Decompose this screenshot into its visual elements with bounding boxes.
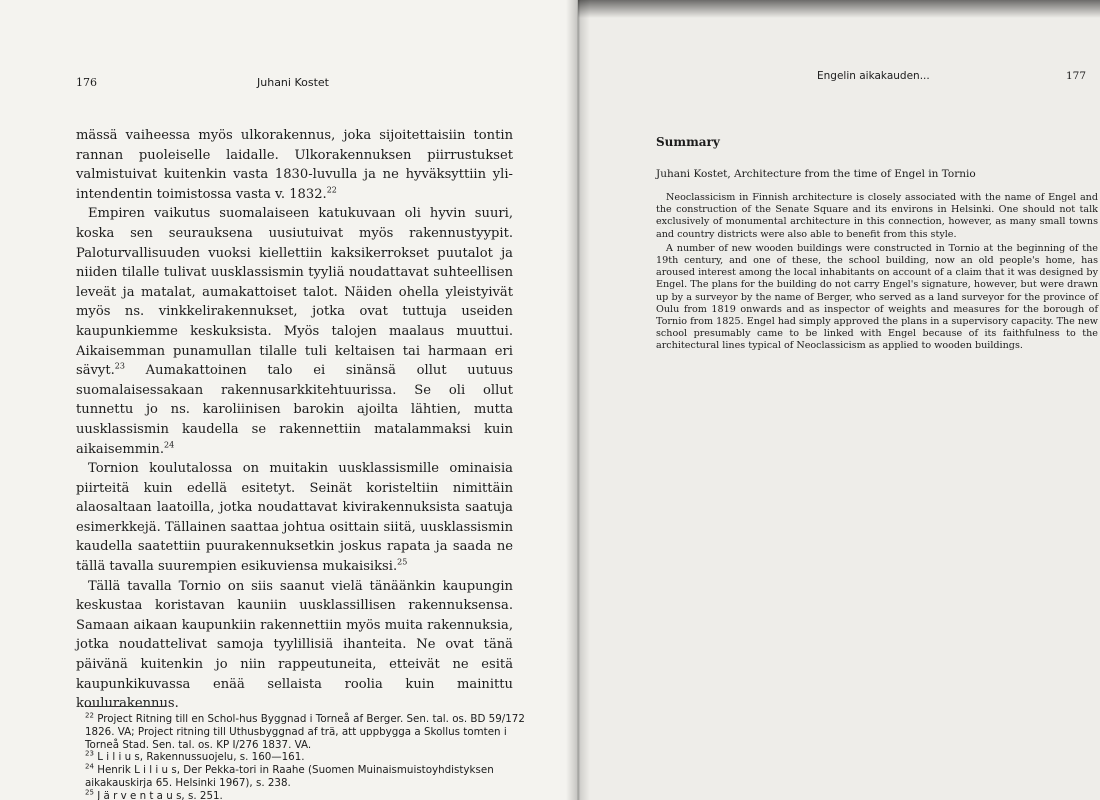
footnote-text: J ä r v e n t a u s, s. 251. xyxy=(97,789,223,800)
footnote-text: Henrik L i l i u s, Der Pekka-tori in Raahe (Suomen Muinaismuistoyhdistyksen aikakauskirja 65. Helsinki 1967), s. 238. xyxy=(85,764,494,789)
summary-paragraph: A number of new wooden buildings were constructed in Tornio at the beginning of the 19th century, and one of these, the school building, now an old people's home, has aroused interest among the local inhabitants on account of a claim that it was designed by Engel. The plans for the building do not carry Engel's signature, however, but were drawn up by a surveyor by the name of Berger, who served as a land surveyor for the province of Oulu from 1819 onwards and as inspector of weights and measures for the borough of Tornio from 1825. Engel had simply approved the plans in a supervisory capacity. The new school presumably came to be linked with Engel because of its faithfulness to the architectural lines typical of Neoclassicism as applied to wooden buildings. xyxy=(656,242,1098,352)
summary-subtitle: Juhani Kostet, Architecture from the time of Engel in Tornio xyxy=(656,168,976,180)
paragraph-text: Tornion koulutalossa on muitakin uusklassismille ominaisia piirteitä kuin edellä esitetyt. Seinät koristeltiin nimittäin alaosaltaan laatoilla, jotka noudattavat kivirakennuksista saatuja esimerkkejä. Tällainen saattaa johtua osittain siitä, uusklassismin kaudella saatettiin puurakennuksetkin joskus rapata ja saada ne tällä tavalla suurempien esikuviensa mukaisiksi. xyxy=(76,461,513,575)
footnote-rule xyxy=(85,706,165,707)
body-paragraph xyxy=(76,204,513,459)
paragraph-text: Empiren vaikutus suomalaiseen katukuvaan oli hyvin suuri, koska sen seurauksena uusiutuivat myös rakennustyypit. Paloturvallisuuden vuoksi kiellettiin kaksikerrokset puutalot ja niiden tilalle tulivat uusklassismin tyyliä noudattavat suhteellisen leveät ja matalat, aumakattoiset talot. Näiden ohella yleistyivät myös ns. vinkkelirakennukset, jotka ovat tuttuja useiden kaupunkiemme keskuksista. Myös talojen maalaus muuttui. Aikaisemman punamullan tilalle tuli keltaisen tai harmaan eri sävyt. xyxy=(76,206,513,379)
paragraph-text: ollut uutuus suomalaisessakaan rakennusarkkitehtuurissa. Se oli ollut tunnettu jo ns. karoliinisen barokin ajoilta lähtien, mutta uusklassismin kaudella se rakennettiin matalammaksi kuin aikaisemmin. xyxy=(76,363,513,457)
paragraph-text: Tällä tavalla Tornio on siis saanut vielä tänäänkin kaupungin keskustaa koristavan kauniin uusklassillisen rakennuksensa. Samaan aikaan kaupunkiin rakennettiin myös muita rakennuksia, jotka noudattelivat samoja tyylillisiä ihanteita. Ne ovat tänä päivänä kuitenkin jo niin rappeutuneita, etteivät ne esitä kaupunkikuvassa enää sellaista roolia kuin mainittu koulurakennus. xyxy=(76,578,513,712)
footnote-ref: 22 xyxy=(326,185,337,195)
footnote xyxy=(85,751,525,764)
footnotes xyxy=(85,713,525,800)
left-body-text xyxy=(76,126,513,714)
body-paragraph xyxy=(76,126,513,204)
footnote-ref: 25 xyxy=(397,557,408,567)
footnote-number: 23 xyxy=(85,749,94,758)
footnote-ref: 23 xyxy=(114,361,125,371)
body-paragraph xyxy=(76,459,513,577)
footnote xyxy=(85,764,525,790)
footnote-number: 22 xyxy=(85,711,94,720)
footnote-number: 25 xyxy=(85,788,94,797)
book-gutter xyxy=(566,0,590,800)
right-running-head: Engelin aikakauden... xyxy=(817,70,930,82)
footnote-text: Project Ritning till en Schol-hus Byggnad i Torneå af Berger. Sen. tal. os. BD 59/172 1826. VA; Project ritning till Uthusbyggnad af trä, att uppbygga a Skollus tomten i Torneå Stad. Sen. tal. os. KP I/276 1837. VA. xyxy=(85,713,525,751)
paragraph-text: mässä vaiheessa myös ulkorakennus, joka sijoitettaisiin tontin rannan puoleiselle laidalle. Ulkorakennuksen piirrustukset valmistuivat kuitenkin vasta 1830-luvulla ja ne hyväksyttiin yli-intendentin toimistossa vasta v. 1832. xyxy=(76,128,513,202)
footnote-text: L i l i u s, Rakennussuojelu, s. 160—161. xyxy=(97,751,305,764)
right-page-number: 177 xyxy=(1066,70,1087,82)
footnote xyxy=(85,790,525,800)
body-paragraph xyxy=(76,577,513,714)
footnote-ref: 24 xyxy=(164,440,175,450)
paragraph-text: Aumakattoinen talo ei sinänsä xyxy=(145,363,396,379)
summary-body xyxy=(656,192,1098,353)
footnote-number: 24 xyxy=(85,762,94,771)
left-running-head: Juhani Kostet xyxy=(257,76,329,89)
left-page-number: 176 xyxy=(76,76,97,89)
footnote xyxy=(85,713,525,751)
summary-title: Summary xyxy=(656,135,720,149)
summary-paragraph: Neoclassicism in Finnish architecture is closely associated with the name of Engel and the construction of the Senate Square and its environs in Helsinki. One should not talk exclusively of monumental architecture in this connection, however, as many small towns and country districts were also able to benefit from this style. xyxy=(656,192,1098,240)
scan-shadow xyxy=(578,0,1100,18)
right-page xyxy=(578,0,1100,800)
